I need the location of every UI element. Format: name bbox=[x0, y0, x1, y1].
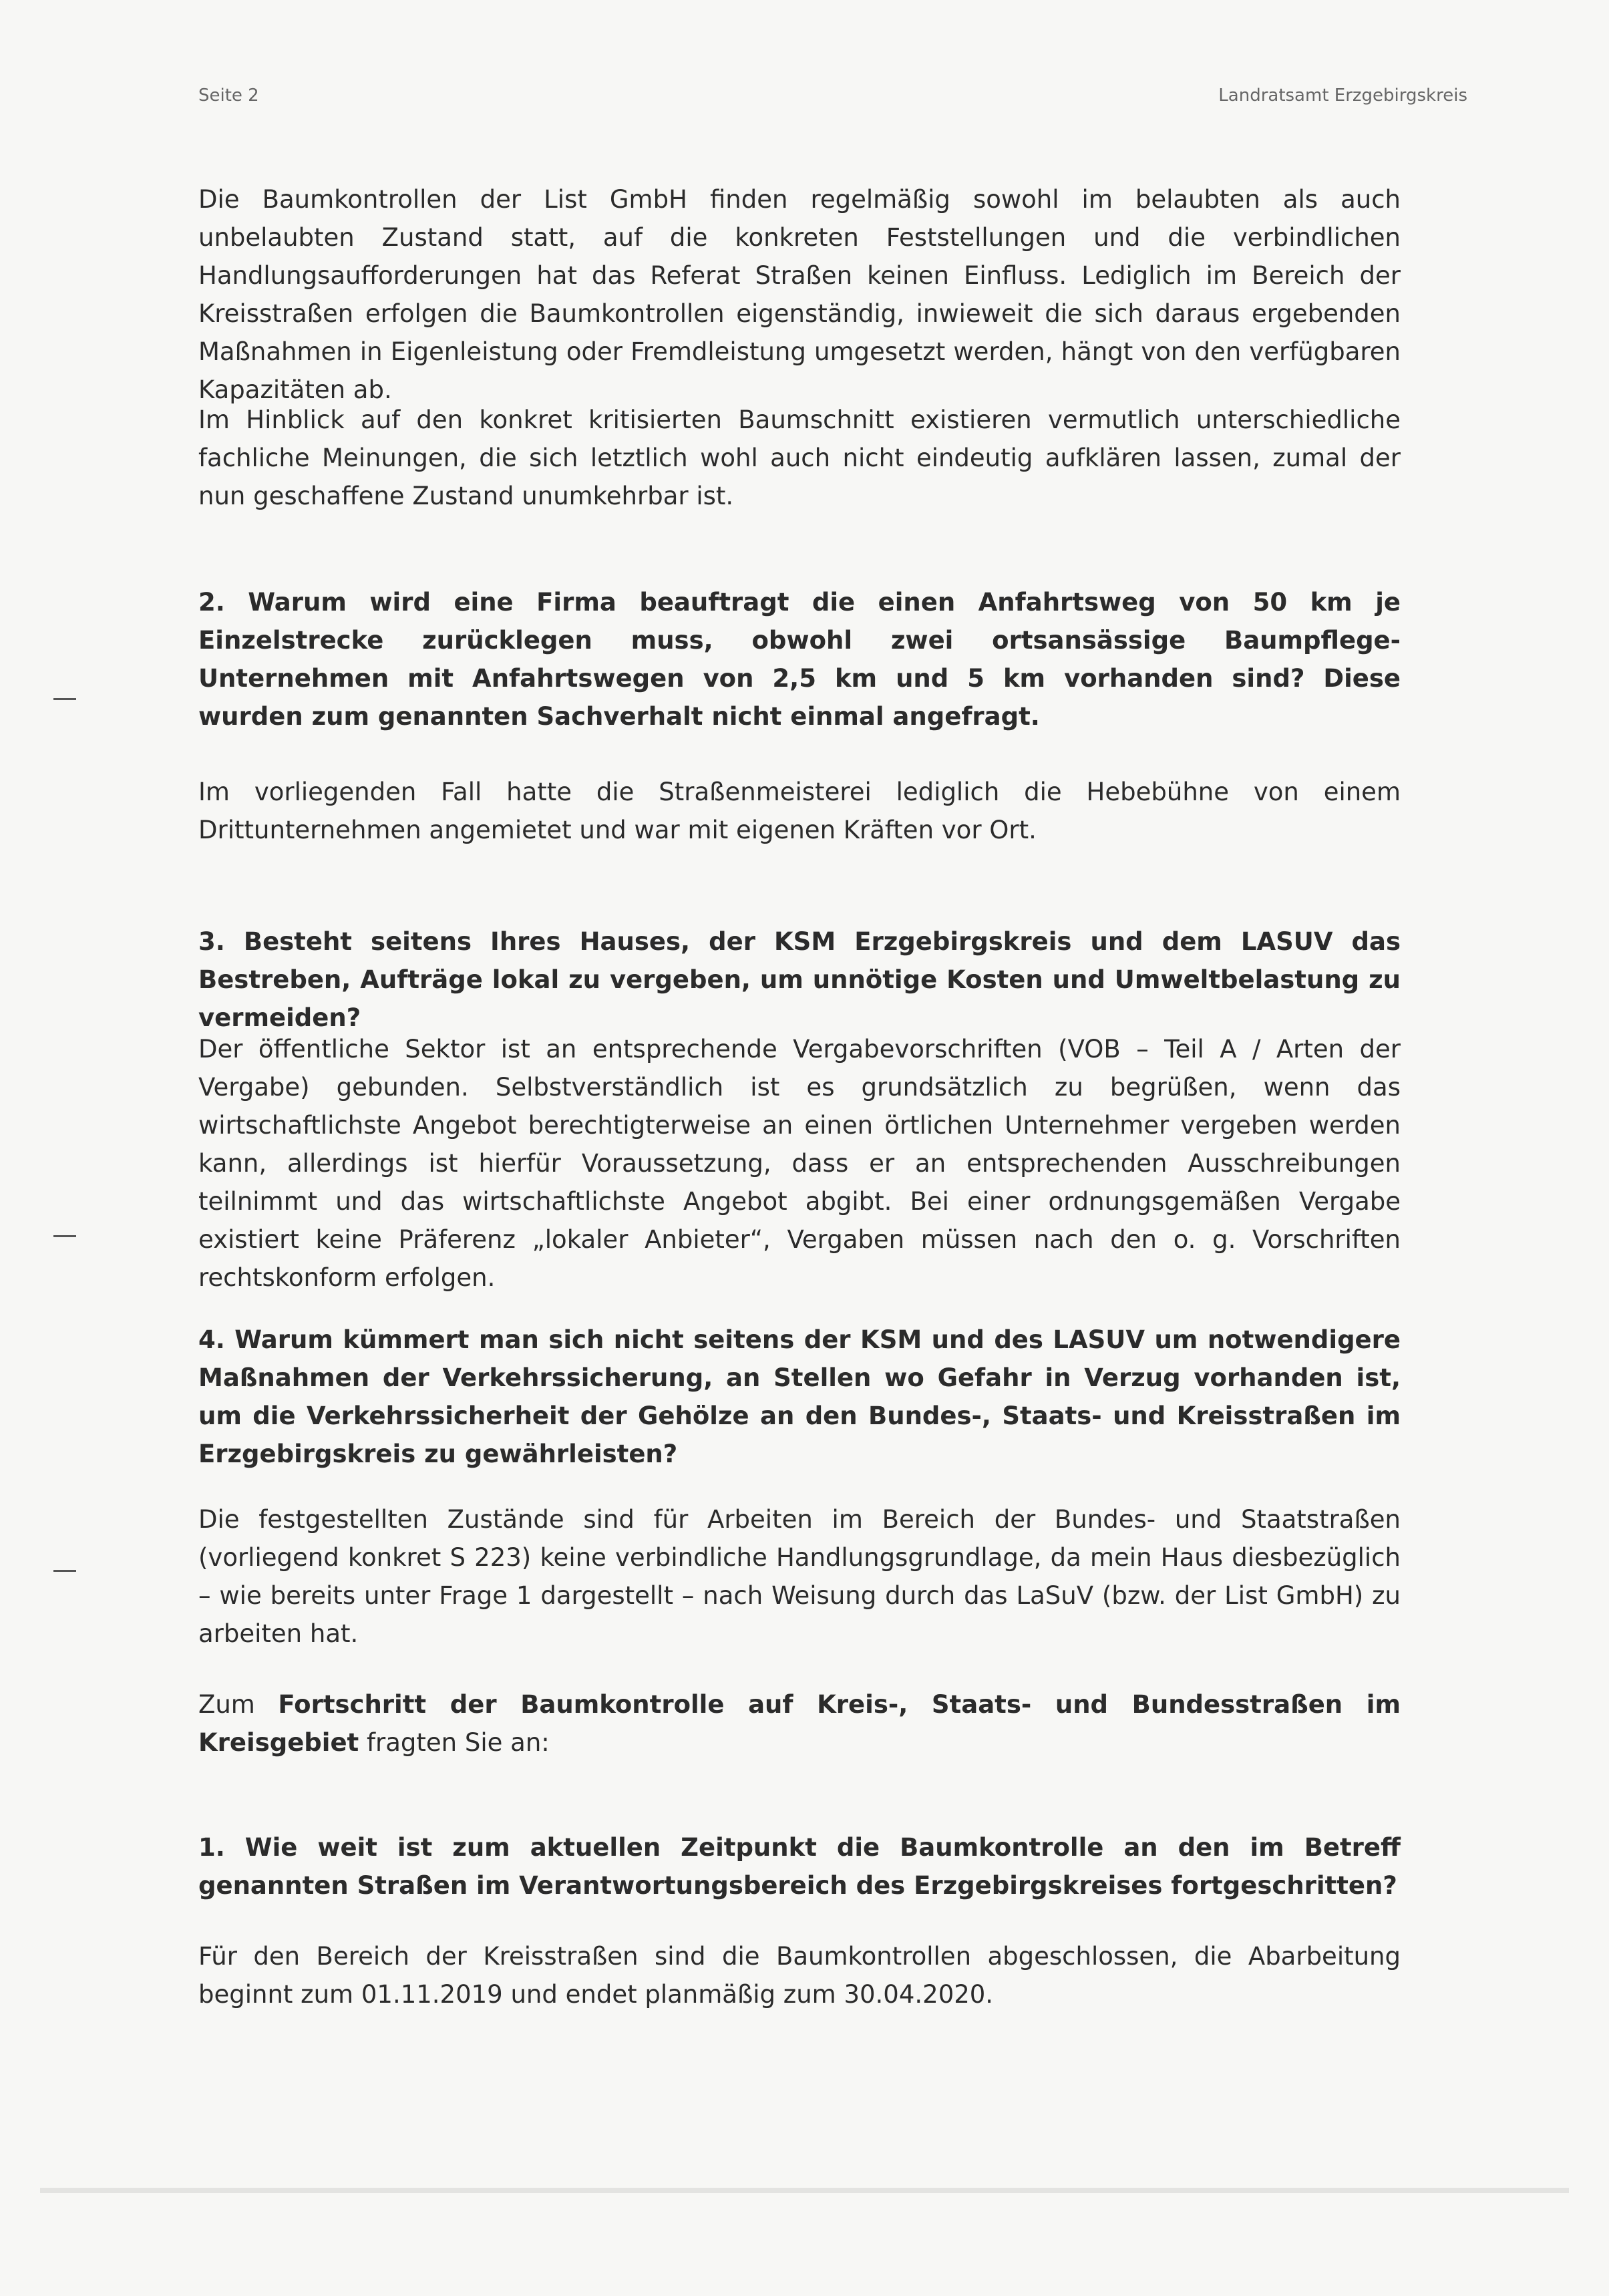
paragraph-tree-cutting: Im Hinblick auf den konkret kritisierten Baumschnitt existieren vermutlich unterschiedliche fachliche Meinungen, die sich letztlich wohl auch nicht eindeutig aufklären lassen, zumal der nun geschaffene Zustand unumkehrbar ist. bbox=[198, 405, 1401, 510]
margin-mark bbox=[53, 1570, 76, 1572]
question-1-progress: 1. Wie weit ist zum aktuellen Zeitpunkt die Baumkontrolle an den im Betreff genannten Straßen im Verantwortungsbereich des Erzgebirgskreises fortgeschritten? bbox=[198, 1833, 1401, 1900]
page-header bbox=[198, 86, 1467, 119]
question-3: 3. Besteht seitens Ihres Hauses, der KSM Erzgebirgskreis und dem LASUV das Bestreben, Aufträge lokal zu vergeben, um unnötige Kosten und Umweltbelastung zu vermeiden? bbox=[198, 927, 1401, 1032]
section-intro bbox=[198, 1685, 1401, 1762]
answer-4: Die festgestellten Zustände sind für Arbeiten im Bereich der Bundes- und Staatstraßen (vorliegend konkret S 223) keine verbindliche Handlungsgrundlage, da mein Haus diesbezüglich – wie bereits unter Frage 1 dargestellt – nach Weisung durch das LaSuV (bzw. der List GmbH) zu arbeiten hat. bbox=[198, 1505, 1401, 1648]
page-number: Seite 2 bbox=[198, 86, 259, 106]
section-intro-pre: Zum bbox=[198, 1690, 255, 1719]
question-4: 4. Warum kümmert man sich nicht seitens der KSM und des LASUV um notwendigere Maßnahmen der Verkehrssicherung, an Stellen wo Gefahr in Verzug vorhanden ist, um die Verkehrssicherheit der Gehölze an den Bundes-, Staats- und Kreisstraßen im Erzgebirgskreis zu gewährleisten? bbox=[198, 1325, 1401, 1468]
scan-edge-shadow bbox=[40, 2188, 1569, 2193]
issuing-office: Landratsamt Erzgebirgskreis bbox=[1218, 86, 1467, 106]
margin-mark bbox=[53, 698, 76, 700]
answer-1-progress: Für den Bereich der Kreisstraßen sind die Baumkontrollen abgeschlossen, die Abarbeitung beginnt zum 01.11.2019 und endet planmäßig zum 30.04.2020. bbox=[198, 1942, 1401, 2009]
question-2: 2. Warum wird eine Firma beauftragt die einen Anfahrtsweg von 50 km je Einzelstrecke zurücklegen muss, obwohl zwei ortsansässige Baumpflege-Unternehmen mit Anfahrtswegen von 2,5 km und 5 km vorhanden sind? Diese wurden zum genannten Sachverhalt nicht einmal angefragt. bbox=[198, 588, 1401, 731]
answer-3: Der öffentliche Sektor ist an entsprechende Vergabevorschriften (VOB – Teil A / Arten der Vergabe) gebunden. Selbstverständlich ist es grundsätzlich zu begrüßen, wenn das wirtschaftlichste Angebot berechtigterweise an einen örtlichen Unternehmer vergeben werden kann, allerdings ist hierfür Voraussetzung, dass er an entsprechenden Ausschreibungen teilnimmt und das wirtschaftlichste Angebot abgibt. Bei einer ordnungsgemäßen Vergabe existiert keine Präferenz „lokaler Anbieter“, Vergaben müssen nach den o. g. Vorschriften rechtskonform erfolgen. bbox=[198, 1035, 1401, 1292]
section-intro-post: fragten Sie an: bbox=[367, 1728, 550, 1757]
answer-2: Im vorliegenden Fall hatte die Straßenmeisterei lediglich die Hebebühne von einem Drittunternehmen angemietet und war mit eigenen Kräften vor Ort. bbox=[198, 778, 1401, 844]
paragraph-tree-inspections: Die Baumkontrollen der List GmbH finden regelmäßig sowohl im belaubten als auch unbelaubten Zustand statt, auf die konkreten Feststellungen und die verbindlichen Handlungsaufforderungen hat das Referat Straßen keinen Einfluss. Lediglich im Bereich der Kreisstraßen erfolgen die Baumkontrollen eigenständig, inwieweit die sich daraus ergebenden Maßnahmen in Eigenleistung oder Fremdleistung umgesetzt werden, hängt von den verfügbaren Kapazitäten ab. bbox=[198, 185, 1401, 404]
section-intro-topic: Fortschritt der Baumkontrolle auf Kreis-, Staats- und Bundesstraßen im Kreisgebiet bbox=[198, 1690, 1401, 1757]
margin-mark bbox=[53, 1235, 76, 1237]
